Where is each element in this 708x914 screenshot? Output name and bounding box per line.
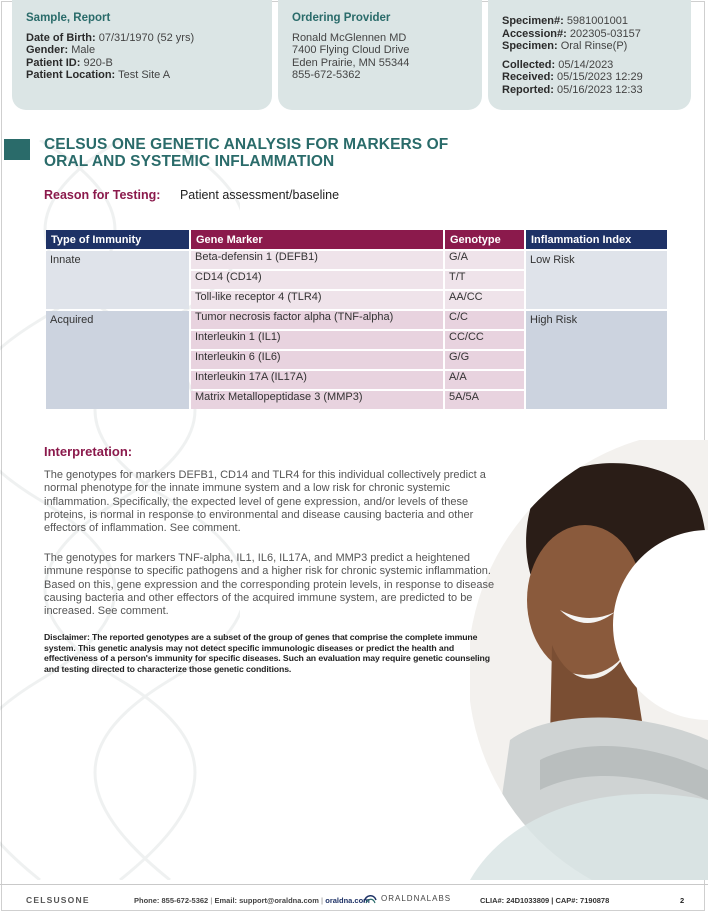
reason-value: Patient assessment/baseline [179,188,340,202]
patient-id-value: 920-B [83,56,113,69]
disclaimer-text: Disclaimer: The reported genotypes are a subset of the group of genes that comprise the complete immune system. This genetic analysis may not detect specific immunologic diseases or predict the health and effectiveness of a person's immunity for specific diseases. Such an evaluation may require genetic counseling and testing directed to characterize those genetic conditions. [44,632,490,674]
oraldna-labs-wordmark: ORALDNALABS [381,893,452,903]
gender-label: Gender: [26,44,69,56]
footer-contact [134,896,370,905]
collected-value: 05/14/2023 [558,58,614,71]
gene-cell: Interleukin 17A (IL17A) [191,371,443,389]
table-header-row [46,230,667,249]
provider-address-1: 7400 Flying Cloud Drive [292,44,410,56]
acquired-index-cell: High Risk [526,311,667,409]
report-title-line-2: ORAL AND SYSTEMIC INFLAMMATION [44,153,335,170]
reason-label: Reason for Testing: [44,188,161,202]
interpretation-heading: Interpretation: [44,444,133,459]
footer-separator: | [321,896,324,905]
specimen-num-label: Specimen#: [502,15,564,27]
header-gene-marker: Gene Marker [191,230,443,249]
footer-phone: Phone: 855-672-5362 [134,896,209,905]
interpretation-paragraph-innate: The genotypes for markers DEFB1, CD14 and TLR4 for this individual collectively predict a normal phenotype for the innate immune system and a low risk for chronic systemic inflammation. Specifically, the expected level of gene expression, and/or levels of these proteins, is normal in response to environmental and disease causing bacteria and other effectors of inflammation. See comment. [44,469,486,535]
reason-for-testing [44,188,339,202]
report-title-line-1: CELSUS ONE GENETIC ANALYSIS FOR MARKERS OF [44,136,449,153]
specimen-num-value: 5981001001 [566,15,628,27]
patient-location-value: Test Site A [118,69,171,81]
genotype-cell: 5A/5A [445,391,524,409]
accession-value: 202305-03157 [569,27,641,40]
innate-index-cell: Low Risk [526,251,667,309]
oraldna-labs-logo [362,890,451,906]
footer-clia-cap: CLIA#: 24D1033809 | CAP#: 7190878 [480,896,610,905]
page-footer [0,884,708,913]
celsus-one-logo: CELSUSONE [26,895,90,905]
footer-website-link[interactable]: oraldna.com [325,896,370,905]
oraldna-swirl-icon [362,890,378,906]
provider-name: Ronald McGlennen MD [292,31,407,44]
gender-value: Male [71,44,96,56]
page-number: 2 [680,896,685,905]
received-value: 05/15/2023 12:29 [557,71,643,83]
genotype-cell: AA/CC [445,291,524,309]
patient-info-box [12,0,272,110]
genotype-cell: C/C [445,311,524,329]
genotype-cell: G/A [445,251,524,269]
table-row [46,311,667,329]
gene-cell: Interleukin 6 (IL6) [191,351,443,369]
dob-value: 07/31/1970 (52 yrs) [98,31,195,44]
gene-cell: Beta-defensin 1 (DEFB1) [191,251,443,269]
gene-cell: Matrix Metallopeptidase 3 (MMP3) [191,391,443,409]
received-label: Received: [502,71,554,83]
interpretation-paragraph-acquired: The genotypes for markers TNF-alpha, IL1, IL6, IL17A, and MMP3 predict a heightened immune response to specific pathogens and a higher risk for chronic systemic inflammation. Based on this, gene expression and the corresponding protein levels, in response to disease causing bacteria and other effectors of the acquired immune system, are predicted to be increased. See comment. [44,552,495,618]
innate-type-cell: Innate [46,251,189,309]
patient-location-label: Patient Location: [26,69,116,81]
provider-title: Ordering Provider [292,12,391,24]
genotype-cell: T/T [445,271,524,289]
genotype-cell: CC/CC [445,331,524,349]
gene-cell: CD14 (CD14) [191,271,443,289]
header-genotype: Genotype [445,230,524,249]
reported-label: Reported: [502,83,554,96]
gene-cell: Tumor necrosis factor alpha (TNF-alpha) [191,311,443,329]
title-accent-bar [4,139,30,160]
collected-label: Collected: [502,58,556,71]
table-row [46,251,667,269]
header-type-of-immunity: Type of Immunity [46,230,189,249]
accession-label: Accession#: [502,27,567,40]
specimen-info-box [488,0,691,110]
genotype-cell: A/A [445,371,524,389]
provider-address-2: Eden Prairie, MN 55344 [292,56,410,69]
report-title [44,136,464,170]
footer-separator: | [210,896,213,905]
specimen-type-value: Oral Rinse(P) [560,40,628,52]
gene-cell: Interleukin 1 (IL1) [191,331,443,349]
gene-cell: Toll-like receptor 4 (TLR4) [191,291,443,309]
specimen-type-label: Specimen: [502,40,558,52]
dob-label: Date of Birth: [26,31,96,44]
footer-email-link[interactable]: Email: support@oraldna.com [214,896,319,905]
reported-value: 05/16/2023 12:33 [557,83,643,96]
header-inflammation-index: Inflammation Index [526,230,667,249]
acquired-type-cell: Acquired [46,311,189,409]
provider-info-box [278,0,482,110]
genotype-table [44,228,669,411]
genotype-cell: G/G [445,351,524,369]
provider-phone: 855-672-5362 [292,69,361,81]
patient-id-label: Patient ID: [26,56,81,69]
patient-name: Sample, Report [26,12,111,24]
